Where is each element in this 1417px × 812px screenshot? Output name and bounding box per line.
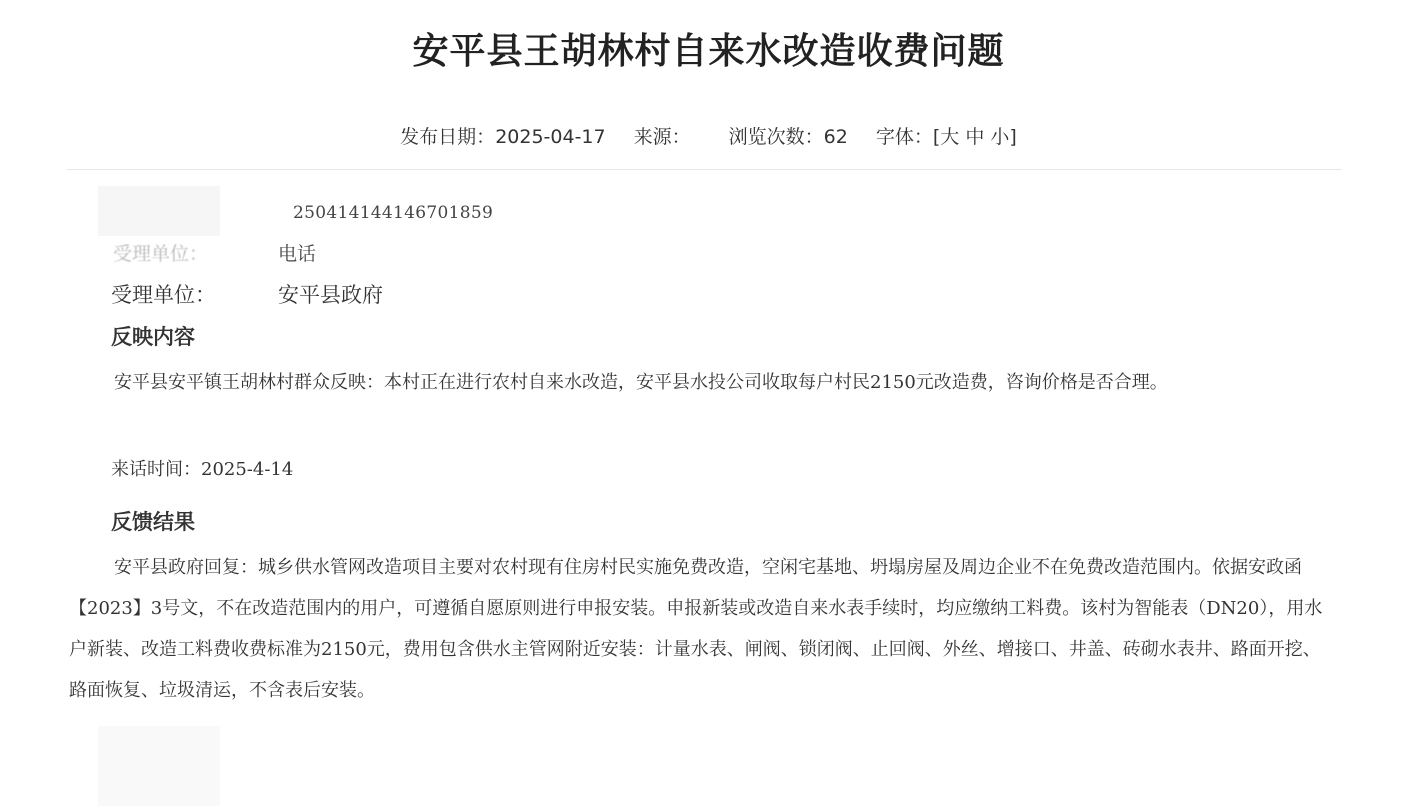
article-meta [0, 124, 1417, 150]
font-size-label: 字体： [875, 126, 933, 148]
handling-unit-label: 受理单位： [111, 283, 216, 307]
font-size-small-link[interactable]: 小 [990, 126, 1010, 148]
font-bracket-close: ] [1009, 126, 1017, 148]
call-time: 来话时间：2025-4-14 [111, 459, 294, 480]
response-text: 安平县政府回复：城乡供水管网改造项目主要对农村现有住房村民实施免费改造，空闲宅基地、坍塌房屋及周边企业不在免费改造范围内。依据安政函【2023】3号文，不在改造范围内的用户，可遵循自愿原则进行申报安装。申报新装或改造自来水表手续时，均应缴纳工料费。该村为智能表（DN20），用水户新装、改造工料费收费标准为2150元，费用包含供水主管网附近安装：计量水表、闸阀、锁闭阀、止回阀、外丝、增接口、井盖、砖砌水表井、路面开挖、路面恢复、垃圾清运，不含表后安装。 [69, 557, 1323, 701]
views-count: 62 [823, 126, 848, 148]
channel-label: 受理单位： [113, 243, 209, 265]
handling-unit-value: 安平县政府 [278, 283, 383, 307]
header-divider [67, 169, 1342, 170]
article-title: 安平县王胡林村自来水改造收费问题 [412, 31, 1005, 72]
complaint-heading: 反映内容 [111, 325, 195, 349]
publish-date: 2025-04-17 [495, 126, 606, 148]
views-label: 浏览次数： [728, 126, 824, 148]
publish-date-label: 发布日期： [400, 126, 496, 148]
source-label: 来源： [633, 126, 691, 148]
font-size-medium-link[interactable]: 中 [965, 126, 985, 148]
faded-bottom-block [98, 726, 220, 806]
faded-image-block [98, 186, 220, 236]
font-bracket-open: [ [932, 126, 941, 148]
response-heading: 反馈结果 [111, 510, 195, 534]
ticket-number: 250414144146701859 [293, 203, 494, 223]
complaint-text: 安平县安平镇王胡林村群众反映：本村正在进行农村自来水改造，安平县水投公司收取每户村民2150元改造费，咨询价格是否合理。 [114, 372, 1168, 393]
font-size-large-link[interactable]: 大 [940, 126, 960, 148]
channel-value: 电话 [278, 243, 317, 265]
